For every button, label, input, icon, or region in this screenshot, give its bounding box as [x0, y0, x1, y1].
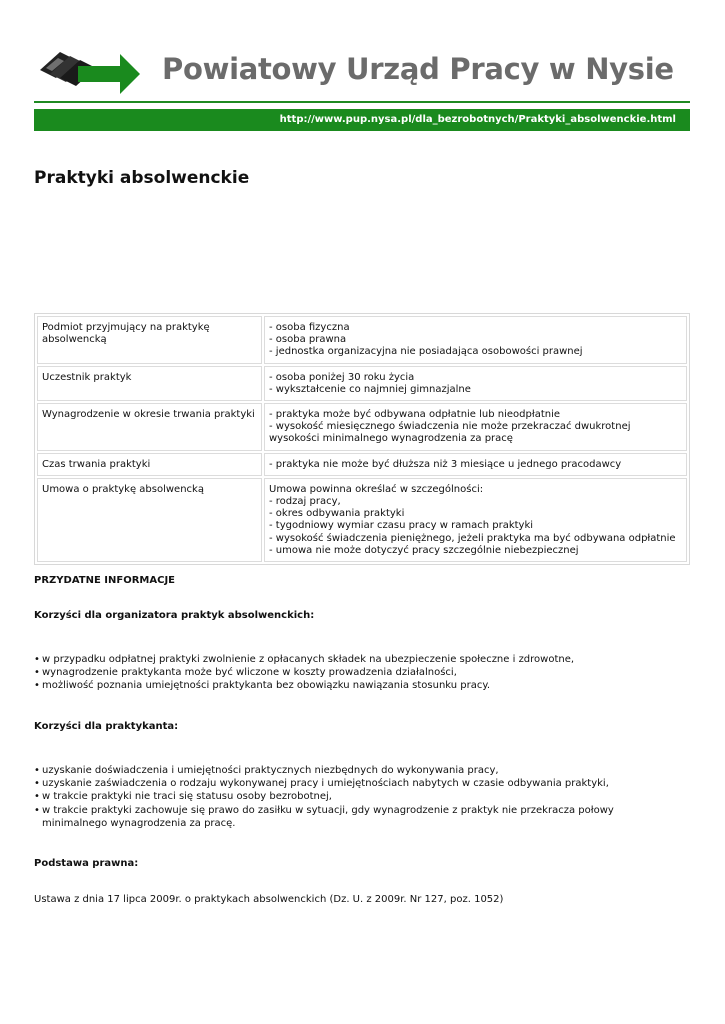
list-item: • wynagrodzenie praktykanta może być wliczone w koszty prowadzenia działalności, [34, 666, 654, 679]
table-key-cell: Uczestnik praktyk [37, 366, 262, 401]
table-value-line: - wysokość miesięcznego świadczenia nie może przekraczać dwukrotnej wysokości minimalnego wynagrodzenia za pracę [269, 421, 631, 445]
useful-info-heading: PRZYDATNE INFORMACJE [34, 575, 175, 586]
table-value-cell [264, 316, 687, 364]
table-value-line: - osoba fizyczna [269, 322, 350, 333]
url-bar [34, 109, 690, 131]
table-row [37, 366, 687, 401]
legal-basis-text: Ustawa z dnia 17 lipca 2009r. o praktykach absolwenckich (Dz. U. z 2009r. Nr 127, poz. 1052) [34, 894, 504, 905]
table-value-line: - osoba poniżej 30 roku życia [269, 371, 415, 383]
table-value-cell [264, 403, 687, 451]
table-value-line: - jednostka organizacyjna nie posiadająca osobowości prawnej [269, 346, 583, 358]
table-value-line: - praktyka może być odbywana odpłatnie lub nieodpłatnie [269, 409, 561, 421]
table-value-line: - umowa nie może dotyczyć pracy szczególnie niebezpiecznej [269, 544, 579, 556]
table-row [37, 478, 687, 562]
table-value-line: - tygodniowy wymiar czasu pracy w ramach praktyki [269, 520, 534, 532]
table-row [37, 316, 687, 364]
table-row [37, 403, 687, 451]
table-value-line: - wysokość świadczenia pieniężnego, jeżeli praktyka ma być odbywana odpłatnie [269, 532, 676, 544]
list-item: • w przypadku odpłatnej praktyki zwolnienie z opłacanych składek na ubezpieczenie społeczne i zdrowotne, [34, 653, 654, 666]
trainee-benefits-list [34, 764, 654, 830]
organizer-benefits-heading: Korzyści dla organizatora praktyk absolwenckich: [34, 610, 315, 621]
table-value-line: Umowa powinna określać w szczególności: [269, 483, 484, 495]
list-item: • uzyskanie doświadczenia i umiejętności praktycznych niezbędnych do wykonywania pracy, [34, 764, 654, 777]
table-key-cell: Podmiot przyjmujący na praktykę absolwencką [37, 316, 262, 364]
site-title: Powiatowy Urząd Pracy w Nysie [162, 52, 674, 86]
table-value-cell [264, 478, 687, 562]
header-divider [34, 101, 690, 103]
info-table [34, 313, 690, 565]
logo-icon [38, 44, 142, 96]
table-value-line: - wykształcenie co najmniej gimnazjalne [269, 383, 471, 395]
site-header [34, 38, 690, 102]
list-item: • w trakcie praktyki nie traci się statusu osoby bezrobotnej, [34, 790, 654, 803]
table-key-cell: Wynagrodzenie w okresie trwania praktyki [37, 403, 262, 451]
table-value-line: - rodzaj pracy, [269, 496, 341, 508]
table-value-line: - praktyka nie może być dłuższa niż 3 miesiące u jednego pracodawcy [269, 458, 622, 470]
page-title: Praktyki absolwenckie [34, 168, 250, 188]
table-value-line: - osoba prawna [269, 334, 347, 346]
table-key-cell: Czas trwania praktyki [37, 453, 262, 476]
table-row [37, 453, 687, 476]
organizer-benefits-list [34, 653, 654, 693]
table-value-cell [264, 366, 687, 401]
trainee-benefits-heading: Korzyści dla praktykanta: [34, 721, 179, 732]
table-key-cell: Umowa o praktykę absolwencką [37, 478, 262, 562]
legal-basis-heading: Podstawa prawna: [34, 858, 139, 869]
list-item: • uzyskanie zaświadczenia o rodzaju wykonywanej pracy i umiejętnościach nabytych w czasie odbywania praktyki, [34, 777, 654, 790]
list-item: • możliwość poznania umiejętności praktykanta bez obowiązku nawiązania stosunku pracy. [34, 679, 654, 692]
table-value-cell [264, 453, 687, 476]
page-url-link[interactable]: http://www.pup.nysa.pl/dla_bezrobotnych/Praktyki_absolwenckie.html [279, 114, 676, 125]
table-value-line: - okres odbywania praktyki [269, 508, 405, 520]
list-item: • w trakcie praktyki zachowuje się prawo do zasiłku w sytuacji, gdy wynagrodzenie z praktyk nie przekracza połowy minimalnego wynagrodzenia za pracę. [34, 804, 654, 830]
